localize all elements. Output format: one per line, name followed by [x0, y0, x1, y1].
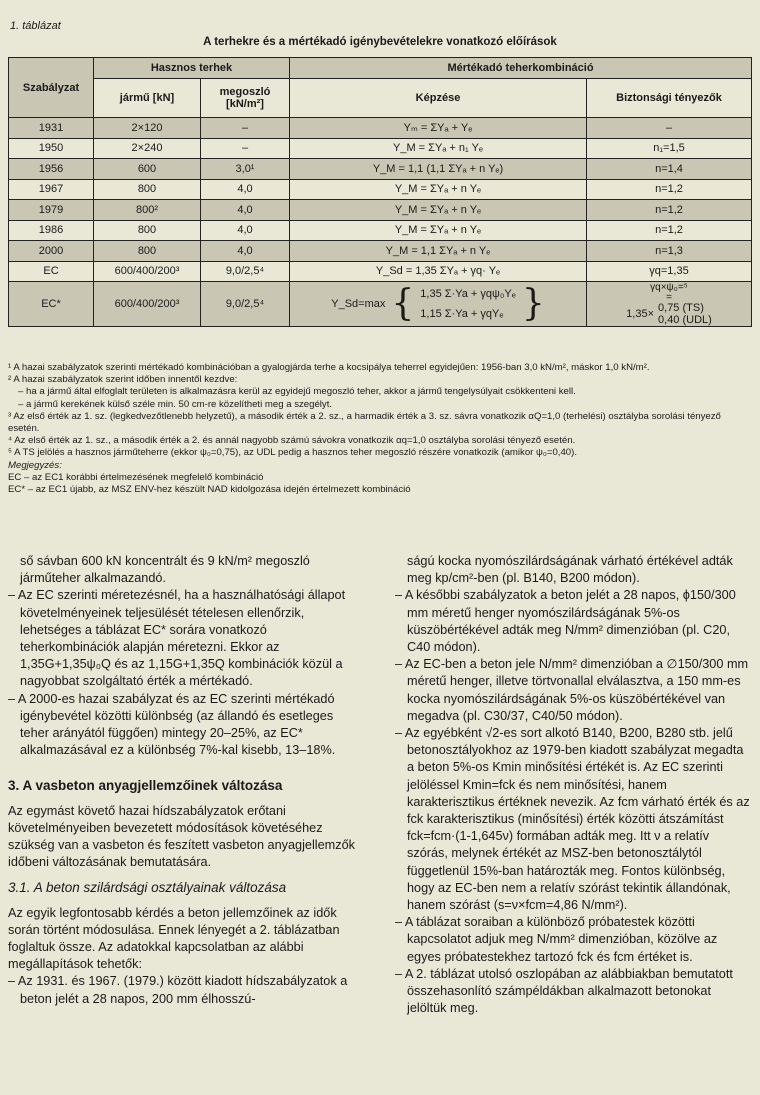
list-item: – Az EC-ben a beton jele N/mm² dimenzióban a ∅150/300 mm méretű henger, illetve törtvonallal elválasztva, a 150 mm-es kocka nyomószilárdságának 5%-os küszöbértékével van megadva (pl. C30/37, C40/50 módon).	[395, 657, 749, 723]
cell-jarmu: 800²	[94, 200, 201, 221]
cell-megoszlo: 4,0	[201, 179, 290, 200]
cell-megoszlo: 9,0/2,5⁴	[201, 282, 290, 327]
bizt-factor: 1,35×	[626, 308, 655, 320]
table-row	[9, 138, 752, 159]
cell-sz: 1950	[9, 138, 94, 159]
cell-sz: 2000	[9, 241, 94, 262]
cell-sz: 1979	[9, 200, 94, 221]
list-item: – A táblázat soraiban a különböző próbatestek közötti kapcsolatot adjuk meg N/mm² dimenzióban, közölve az egyes próbatestekhez tartozó fck és fcm értéket is.	[395, 915, 718, 964]
cell-kepzese: Y_M = ΣYₐ + n₁ Yₑ	[290, 138, 587, 159]
cell-megoszlo: 4,0	[201, 220, 290, 241]
paragraph: ső sávban 600 kN koncentrált és 9 kN/m² megoszló járműteher alkalmazandó.	[20, 554, 310, 586]
header-jarmu: jármű [kN]	[94, 79, 201, 118]
formula-line-1: 1,35 Σ·Ya + γqψ₀Yₑ	[420, 288, 516, 300]
cell-sz: 1986	[9, 220, 94, 241]
cell-bizt: n=1,2	[587, 220, 752, 241]
cell-sz: 1956	[9, 159, 94, 180]
table-row-ec-star	[9, 282, 752, 327]
subsection-heading: 3.1. A beton szilárdsági osztályainak változása	[8, 880, 287, 896]
cell-bizt: n=1,4	[587, 159, 752, 180]
footnote: – a jármű kerekének külső széle min. 50 cm-re közelítheti meg a szegélyt.	[18, 398, 333, 410]
cell-kepzese: Y_M = ΣYₐ + n Yₑ	[290, 179, 587, 200]
cell-megoszlo: –	[201, 118, 290, 139]
cell-jarmu: 800	[94, 179, 201, 200]
footnotes	[8, 362, 752, 496]
table-row	[9, 159, 752, 180]
left-brace-icon: {	[391, 283, 415, 324]
table-title: A terhekre és a mértékadó igénybevételekre vonatkozó előírások	[203, 36, 557, 48]
cell-megoszlo: 4,0	[201, 200, 290, 221]
footnote: ¹ A hazai szabályzatok szerinti mértékadó kombinációban a gyalogjárda terhe a kocsipálya teherrel egyidejűen: 1956-ban 3,0 kN/m², máskor 1,0 kN/m².	[8, 362, 650, 373]
footnote: ⁴ Az első érték az 1. sz., a második érték a 2. és annál nagyobb számú sávokra vonatkozik αq=1,0 osztályba sorolási tényező esetén.	[8, 435, 576, 447]
footnote: ² A hazai szabályzatok szerint időben innentől kezdve:	[8, 374, 238, 386]
cell-sz: 1967	[9, 179, 94, 200]
cell-kepzese: Y_M = 1,1 ΣYₐ + n Yₑ	[290, 241, 587, 262]
cell-jarmu: 600/400/200³	[94, 261, 201, 282]
footnote: ³ Az első érték az 1. sz. (legkedvezőtlenebb helyzetű), a második érték a 2. sz., a harmadik érték a 3. sz. sávra vonatkozik αQ=1,0 (terhelési) osztályba sorolási tényező esetén.	[8, 410, 721, 435]
ysd-label: Y_Sd=max	[331, 298, 386, 310]
cell-kepzese: Y_M = 1,1 (1,1 ΣYₐ + n Yₑ)	[290, 159, 587, 180]
table-row	[9, 179, 752, 200]
bizt-eq: =	[666, 292, 672, 303]
cell-megoszlo: 3,0¹	[201, 159, 290, 180]
header-kepzese: Képzése	[290, 79, 587, 118]
cell-jarmu: 2×120	[94, 118, 201, 139]
cell-bizt: n=1,2	[587, 179, 752, 200]
cell-sz: EC*	[9, 282, 94, 327]
table-row	[9, 220, 752, 241]
bizt-ts: 0,75 (TS)	[658, 302, 704, 314]
cell-megoszlo: 4,0	[201, 241, 290, 262]
table-caption: 1. táblázat	[10, 20, 61, 32]
header-biztonsagi: Biztonsági tényezők	[587, 79, 752, 118]
table-row	[9, 118, 752, 139]
paragraph: Az egymást követő hazai hídszabályzatok erőtani követelményeiben bevezetett módosítások követéséhez szükség van a vasbeton és feszített vasbeton anyagjellemzők időbeni változásának bemutatására.	[8, 803, 355, 870]
paragraph: ságú kocka nyomószilárdságának várható értékével adták meg kp/cm²-ben (pl. B140, B200 módon).	[407, 554, 733, 586]
header-mertekado: Mértékadó teherkombináció	[290, 58, 752, 79]
regulations-table	[8, 57, 752, 327]
footnote-heading: Megjegyzés:	[8, 459, 62, 471]
bizt-top: γq×ψ₀=⁵	[650, 282, 688, 293]
cell-kepzese: Yₘ = ΣYₐ + Yₑ	[290, 118, 587, 139]
list-item: – Az EC szerinti méretezésnél, ha a használhatósági állapot követelményeinek teljesülését tételesen ellenőrzik, lehetséges a táblázat EC* sorára vonatkozó teherkombinációk alapján méretezni. Ekkor az 1,35G+1,35ψ₀Q és az 1,15G+1,35Q kombinációk közül a nagyobbat szolgáltató érték a mértékadó.	[8, 588, 346, 689]
cell-sz: EC	[9, 261, 94, 282]
formula-line-2: 1,15 Σ·Ya + γqYₑ	[420, 308, 504, 320]
cell-megoszlo: –	[201, 138, 290, 159]
cell-jarmu: 600	[94, 159, 201, 180]
cell-bizt: n₁=1,5	[587, 138, 752, 159]
section-heading: 3. A vasbeton anyagjellemzőinek változása	[8, 778, 283, 794]
table-row	[9, 261, 752, 282]
footnote: – ha a jármű által elfoglalt területen is alkalmazásra kerül az egyidejű megoszló teher, akkor a jármű tengelysúlyait csökkenteni kell.	[18, 386, 576, 398]
cell-jarmu: 800	[94, 220, 201, 241]
table-row	[9, 200, 752, 221]
cell-kepzese	[290, 282, 587, 327]
cell-jarmu: 800	[94, 241, 201, 262]
footnote: EC – az EC1 korábbi értelmezésének megfelelő kombináció	[8, 471, 264, 483]
table-row	[9, 241, 752, 262]
right-brace-icon: }	[521, 283, 545, 324]
cell-bizt: γq=1,35	[587, 261, 752, 282]
header-hasznos: Hasznos terhek	[94, 58, 290, 79]
footnote: EC* – az EC1 újabb, az MSZ ENV-hez készült NAD kidolgozása idején értelmezett kombináció	[8, 484, 411, 496]
cell-kepzese: Y_M = ΣYₐ + n Yₑ	[290, 200, 587, 221]
footnote: ⁵ A TS jelölés a hasznos járműteherre (ekkor ψ₀=0,75), az UDL pedig a hasznos teher megoszló részére vonatkozik (amikor ψ₀=0,40).	[8, 447, 578, 459]
cell-megoszlo: 9,0/2,5⁴	[201, 261, 290, 282]
cell-bizt: –	[587, 118, 752, 139]
cell-jarmu: 600/400/200³	[94, 282, 201, 327]
bizt-udl: 0,40 (UDL)	[658, 314, 712, 326]
list-item: – A 2. táblázat utolsó oszlopában az alábbiakban bemutatott összehasonlító számpéldákban alkalmazott betonokat jelöltük meg.	[395, 966, 733, 1016]
cell-bizt	[587, 282, 752, 327]
cell-sz: 1931	[9, 118, 94, 139]
cell-bizt: n=1,3	[587, 241, 752, 262]
header-megoszlo: megoszló [kN/m²]	[201, 79, 290, 118]
cell-kepzese: Y_Sd = 1,35 ΣYₐ + γq· Yₑ	[290, 261, 587, 282]
right-column	[395, 553, 753, 1017]
list-item: – Az 1931. és 1967. (1979.) között kiadott hídszabályzatok a beton jelét a 28 napos, 200 mm élhosszú-	[8, 974, 348, 1006]
cell-kepzese: Y_M = ΣYₐ + n Yₑ	[290, 220, 587, 241]
cell-bizt: n=1,2	[587, 200, 752, 221]
list-item: – Az egyébként √2-es sort alkotó B140, B200, B280 stb. jelű betonosztályokhoz az 1979-ben kiadott szabályzat megadta a beton 5%-os Kmin minősítési értékét is. Az EC szerinti jelöléssel Kmin=fck és nem minősítési, hanem karakterisztikus értéknek nevezik. Az fcm várható érték és az fck karakterisztikus (minősítési) érték közötti átszámítást fck=fcm·(1-1,645ν) formában adták meg. Itt ν a relatív szórás, melynek értékét az MSZ-ben betonosztálytól függetlenül 15%-ban határozták meg. Fontos különbség, hogy az EC-ben nem a relatív szórást tekintik állandónak, hanem szórást (s=ν×fcm=4,86 N/mm²).	[395, 726, 750, 913]
cell-jarmu: 2×240	[94, 138, 201, 159]
list-item: – A 2000-es hazai szabályzat és az EC szerinti mértékadó igénybevétel közötti különbség (az állandó és esetleges teher arányától függően) mintegy 20–25%, az EC* alkalmazásával ez a különbség 7%-kal kisebb, 13–18%.	[8, 691, 336, 758]
header-szabalyzat: Szabályzat	[9, 58, 94, 118]
list-item: – A későbbi szabályzatok a beton jelét a 28 napos, ϕ150/300 mm méretű henger nyomószilárdságának 5%-os küszöbértékével adták meg N/mm² dimenzióban (pl. C20, C40 módon).	[395, 588, 736, 655]
paragraph: Az egyik legfontosabb kérdés a beton jellemzőinek az idők során történt módosulása. Ennek lényegét a 2. táblázatban foglaltuk össze. Az adatokkal kapcsolatban az alábbi megállapítások tehetők:	[8, 905, 340, 972]
left-column	[8, 553, 358, 1008]
